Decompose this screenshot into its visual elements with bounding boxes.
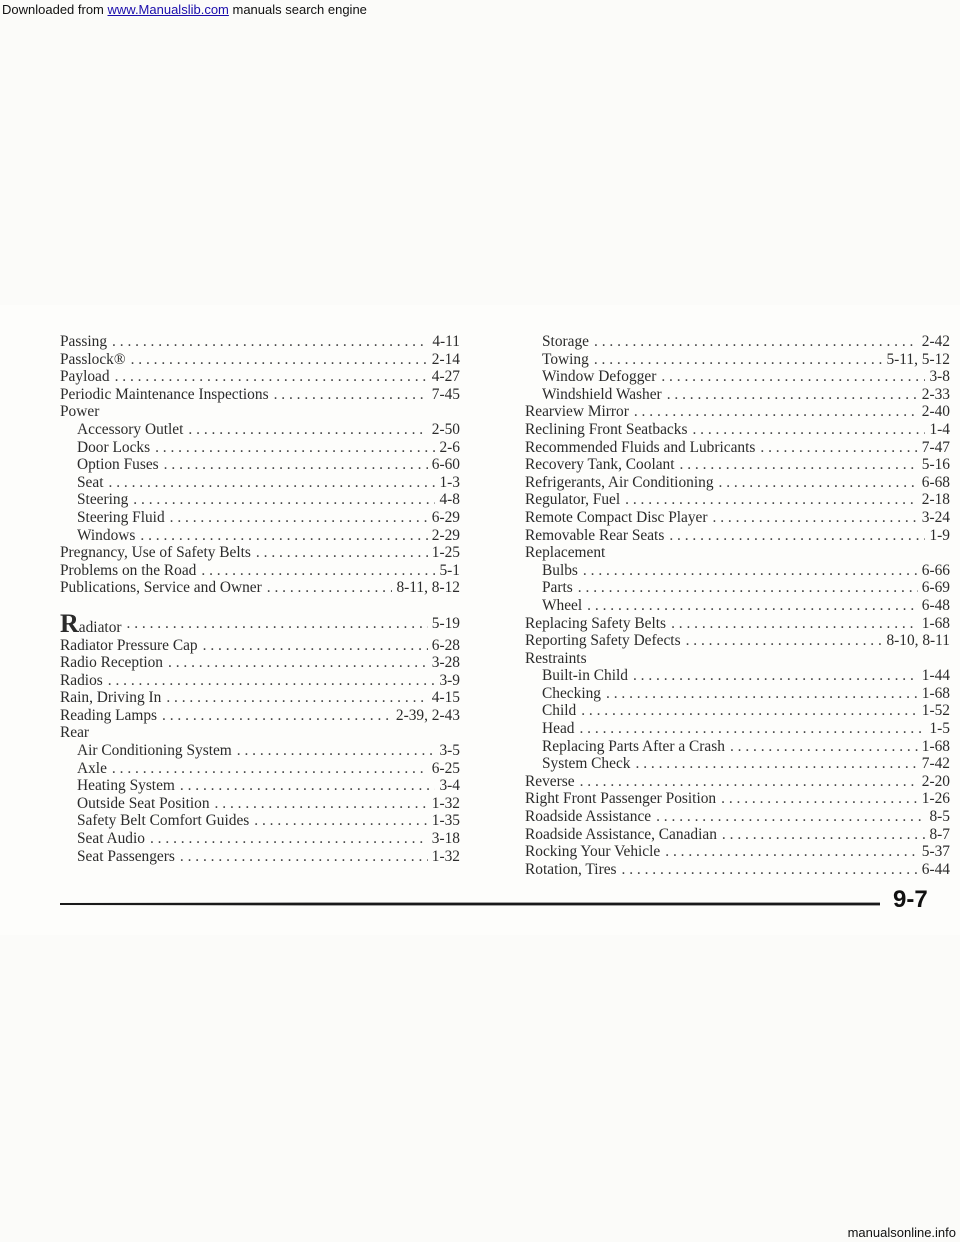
entry-page-ref: 1-9 (929, 526, 950, 544)
entry-label: Windshield Washer (542, 385, 662, 403)
entry-label: Replacing Parts After a Crash (542, 737, 725, 755)
index-entry (525, 826, 950, 844)
index-entry (60, 562, 460, 580)
index-subentry (525, 755, 950, 773)
index-subentry (60, 491, 460, 509)
leader-dots (661, 368, 925, 386)
index-entry (525, 421, 950, 439)
leader-dots (133, 491, 435, 509)
index-subentry (60, 474, 460, 492)
entry-page-ref: 1-68 (921, 737, 950, 755)
entry-page-ref: 1-25 (431, 544, 460, 562)
entry-label: Seat Audio (77, 830, 145, 848)
entry-label: Head (542, 720, 575, 738)
entry-page-ref: 2-18 (921, 491, 950, 509)
entry-label: Axle (77, 759, 107, 777)
entry-label: Reading Lamps (60, 706, 158, 724)
entry-page-ref: 8-10, 8-11 (886, 632, 950, 650)
index-entry (60, 351, 460, 369)
index-subentry (60, 509, 460, 527)
index-subentry (525, 386, 950, 404)
entry-label: Parts (542, 579, 573, 597)
leader-dots (713, 509, 918, 527)
leader-dots (636, 755, 918, 773)
entry-label: Door Locks (77, 438, 151, 456)
folio-rule (60, 903, 880, 905)
leader-dots (201, 562, 435, 580)
entry-page-ref: 6-60 (431, 456, 460, 474)
index-subentry (525, 738, 950, 756)
entry-page-ref: 1-52 (921, 702, 950, 720)
index-entry (525, 632, 950, 650)
entry-page-ref: 2-29 (431, 526, 460, 544)
entry-label: Storage (542, 333, 590, 350)
index-subentry (60, 777, 460, 795)
index-entry (525, 861, 950, 879)
entry-page-ref: 6-66 (921, 561, 950, 579)
leader-dots (127, 615, 428, 637)
index-subentry (60, 848, 460, 866)
entry-page-ref: 8-5 (929, 808, 950, 826)
index-entry (525, 403, 950, 421)
index-subentry (60, 439, 460, 457)
leader-dots (155, 439, 435, 457)
leader-dots (267, 579, 393, 597)
entry-label: Rocking Your Vehicle (525, 843, 661, 861)
entry-page-ref: 6-69 (921, 579, 950, 597)
entry-page-ref: 1-35 (431, 812, 460, 830)
leader-dots (686, 632, 883, 650)
leader-dots (671, 615, 918, 633)
entry-page-ref: 4-11 (432, 333, 460, 350)
leader-dots (594, 333, 918, 351)
leader-dots (140, 527, 427, 545)
index-subentry (525, 368, 950, 386)
section-initial: R (60, 608, 79, 638)
index-heading: Restraints (525, 649, 587, 667)
entry-label: Checking (542, 684, 601, 702)
entry-label: Periodic Maintenance Inspections (60, 385, 269, 403)
entry-label: Option Fuses (77, 456, 159, 474)
leader-dots (112, 760, 428, 778)
entry-page-ref: 7-45 (431, 385, 460, 403)
entry-label: Steering Fluid (77, 508, 165, 526)
index-subentry (60, 795, 460, 813)
index-entry (525, 491, 950, 509)
leader-dots (625, 491, 918, 509)
leader-dots (162, 707, 392, 725)
entry-label: Towing (542, 350, 589, 368)
entry-page-ref: 8-7 (929, 825, 950, 843)
index-subentry (60, 456, 460, 474)
index-subentry (525, 597, 950, 615)
entry-label: Rearview Mirror (525, 403, 629, 421)
index-subentry (60, 527, 460, 545)
entry-page-ref: 4-27 (431, 368, 460, 386)
index-subentry (525, 720, 950, 738)
entry-label: Payload (60, 368, 110, 386)
entry-page-ref: 1-5 (929, 720, 950, 738)
entry-label: Radiator Pressure Cap (60, 636, 198, 654)
entry-page-ref: 1-4 (929, 420, 950, 438)
leader-dots (606, 685, 918, 703)
leader-dots (722, 826, 926, 844)
entry-label: Bulbs (542, 561, 578, 579)
entry-label: Roadside Assistance, Canadian (525, 825, 717, 843)
index-column-right (525, 333, 950, 878)
leader-dots (587, 597, 918, 615)
leader-dots (164, 456, 428, 474)
entry-label: Passlock® (60, 350, 126, 368)
leader-dots (254, 812, 428, 830)
entry-page-ref: 3-28 (431, 654, 460, 672)
entry-page-ref: 5-11, 5-12 (886, 350, 950, 368)
entry-page-ref: 7-47 (921, 438, 950, 456)
index-subentry (525, 702, 950, 720)
leader-dots (594, 351, 883, 369)
entry-page-ref: 8-11, 8-12 (396, 579, 460, 597)
index-subentry (525, 351, 950, 369)
index-column-left (60, 333, 460, 865)
leader-dots (634, 403, 918, 421)
entry-page-ref: 3-24 (921, 508, 950, 526)
entry-label: Recovery Tank, Coolant (525, 456, 675, 474)
index-entry (525, 808, 950, 826)
leader-dots (667, 386, 918, 404)
entry-label: System Check (542, 755, 631, 773)
index-entry (525, 439, 950, 457)
entry-label: Air Conditioning System (77, 742, 232, 760)
index-heading: Rear (60, 724, 90, 742)
index-subentry (60, 830, 460, 848)
entry-page-ref: 6-25 (431, 759, 460, 777)
entry-label (60, 608, 122, 638)
entry-page-ref: 2-33 (921, 385, 950, 403)
entry-label: Rotation, Tires (525, 860, 617, 878)
entry-label: Accessory Outlet (77, 420, 184, 438)
index-entry (60, 654, 460, 672)
entry-page-ref: 6-28 (431, 636, 460, 654)
index-subentry (525, 562, 950, 580)
leader-dots (109, 474, 436, 492)
leader-dots (150, 830, 428, 848)
leader-dots (680, 456, 918, 474)
entry-page-ref: 6-44 (921, 860, 950, 878)
index-entry (60, 386, 460, 404)
leader-dots (622, 861, 918, 879)
entry-page-ref: 2-42 (921, 333, 950, 350)
index-entry (60, 368, 460, 386)
entry-label: Built-in Child (542, 667, 628, 685)
banner-prefix: Downloaded from (2, 2, 108, 17)
entry-label: Radio Reception (60, 654, 164, 672)
entry-page-ref: 1-44 (921, 667, 950, 685)
leader-dots (115, 368, 428, 386)
leader-dots (112, 333, 428, 351)
leader-dots (203, 637, 428, 655)
entry-page-ref: 6-29 (431, 508, 460, 526)
leader-dots (633, 667, 918, 685)
entry-page-ref: 2-14 (431, 350, 460, 368)
index-entry (60, 689, 460, 707)
leader-dots (188, 421, 427, 439)
entry-label: Radios (60, 671, 103, 689)
page-number: 9-7 (893, 886, 928, 913)
index-subentry (525, 333, 950, 351)
leader-dots (719, 474, 918, 492)
section-gap (60, 597, 460, 615)
entry-label: Seat Passengers (77, 847, 175, 865)
leader-dots (579, 720, 925, 738)
entry-label: Reclining Front Seatbacks (525, 420, 688, 438)
index-subentry (525, 685, 950, 703)
entry-page-ref: 2-20 (921, 772, 950, 790)
index-entry (525, 790, 950, 808)
leader-dots (583, 562, 918, 580)
entry-label: Problems on the Road (60, 561, 197, 579)
leader-dots (180, 848, 428, 866)
leader-dots (274, 386, 428, 404)
index-subentry (60, 812, 460, 830)
leader-dots (580, 773, 918, 791)
entry-page-ref: 1-68 (921, 684, 950, 702)
entry-label: Right Front Passenger Position (525, 790, 717, 808)
entry-page-ref: 2-6 (439, 438, 460, 456)
index-entry (60, 544, 460, 562)
entry-page-ref: 7-42 (921, 755, 950, 773)
entry-label: Refrigerants, Air Conditioning (525, 473, 714, 491)
watermark-footer: manualsonline.info (847, 1225, 956, 1240)
entry-page-ref: 1-32 (431, 794, 460, 812)
entry-page-ref: 2-40 (921, 403, 950, 421)
index-entry (525, 456, 950, 474)
index-entry (525, 509, 950, 527)
entry-label: Replacing Safety Belts (525, 614, 667, 632)
leader-dots (131, 351, 428, 369)
entry-label: Child (542, 702, 577, 720)
entry-page-ref: 3-5 (439, 742, 460, 760)
entry-page-ref: 2-50 (431, 420, 460, 438)
leader-dots (692, 421, 925, 439)
entry-label: Window Defogger (542, 368, 657, 386)
index-entry (60, 672, 460, 690)
entry-page-ref: 2-39, 2-43 (395, 706, 460, 724)
entry-label: Heating System (77, 777, 175, 795)
entry-label: Removable Rear Seats (525, 526, 665, 544)
entry-label: Wheel (542, 596, 583, 614)
index-entry (60, 637, 460, 655)
entry-label-rest: adiator (78, 618, 122, 636)
index-entry (525, 843, 950, 861)
index-entry (60, 707, 460, 725)
index-entry (60, 579, 460, 597)
entry-label: Pregnancy, Use of Safety Belts (60, 544, 251, 562)
entry-label: Reverse (525, 772, 575, 790)
manualslib-link[interactable]: www.Manualslib.com (107, 2, 229, 17)
entry-label: Passing (60, 333, 108, 350)
entry-page-ref: 6-68 (921, 473, 950, 491)
entry-label: Rain, Driving In (60, 689, 162, 707)
entry-page-ref: 1-3 (439, 473, 460, 491)
leader-dots (656, 808, 925, 826)
index-subentry (60, 742, 460, 760)
entry-label: Safety Belt Comfort Guides (77, 812, 250, 830)
entry-label: Publications, Service and Owner (60, 579, 262, 597)
leader-dots (108, 672, 436, 690)
entry-label: Recommended Fluids and Lubricants (525, 438, 756, 456)
leader-dots (180, 777, 436, 795)
index-entry (60, 333, 460, 351)
banner-suffix: manuals search engine (228, 2, 367, 17)
leader-dots (256, 544, 428, 562)
index-subentry (525, 579, 950, 597)
entry-page-ref: 4-15 (431, 689, 460, 707)
entry-page-ref: 5-16 (921, 456, 950, 474)
entry-label: Steering (77, 491, 129, 509)
entry-label: Windows (77, 526, 136, 544)
entry-page-ref: 5-37 (921, 843, 950, 861)
entry-label: Reporting Safety Defects (525, 632, 681, 650)
entry-page-ref: 3-8 (929, 368, 950, 386)
leader-dots (578, 579, 918, 597)
leader-dots (215, 795, 428, 813)
entry-label: Remote Compact Disc Player (525, 508, 708, 526)
index-entry (525, 474, 950, 492)
entry-page-ref: 1-26 (921, 790, 950, 808)
entry-page-ref: 6-48 (921, 596, 950, 614)
entry-page-ref: 3-18 (431, 830, 460, 848)
index-subentry (60, 760, 460, 778)
leader-dots (166, 689, 427, 707)
entry-label: Regulator, Fuel (525, 491, 621, 509)
leader-dots (669, 527, 925, 545)
download-banner (0, 0, 960, 20)
leader-dots (237, 742, 436, 760)
entry-page-ref: 3-4 (439, 777, 460, 795)
index-entry (525, 615, 950, 633)
index-subentry (60, 421, 460, 439)
index-heading: Replacement (525, 544, 606, 562)
leader-dots (665, 843, 918, 861)
entry-label: Roadside Assistance (525, 808, 652, 826)
index-entry (60, 608, 460, 638)
leader-dots (170, 509, 428, 527)
entry-page-ref: 4-8 (439, 491, 460, 509)
entry-page-ref: 5-1 (439, 561, 460, 579)
entry-page-ref: 1-32 (431, 847, 460, 865)
index-subentry (525, 667, 950, 685)
entry-label: Outside Seat Position (77, 794, 210, 812)
leader-dots (760, 439, 917, 457)
entry-page-ref: 3-9 (439, 671, 460, 689)
leader-dots (168, 654, 428, 672)
entry-page-ref: 5-19 (431, 614, 460, 632)
index-heading: Power (60, 403, 100, 421)
leader-dots (721, 790, 918, 808)
entry-label: Seat (77, 473, 104, 491)
leader-dots (581, 702, 918, 720)
index-entry (525, 527, 950, 545)
leader-dots (730, 738, 918, 756)
index-entry (525, 773, 950, 791)
entry-page-ref: 1-68 (921, 614, 950, 632)
